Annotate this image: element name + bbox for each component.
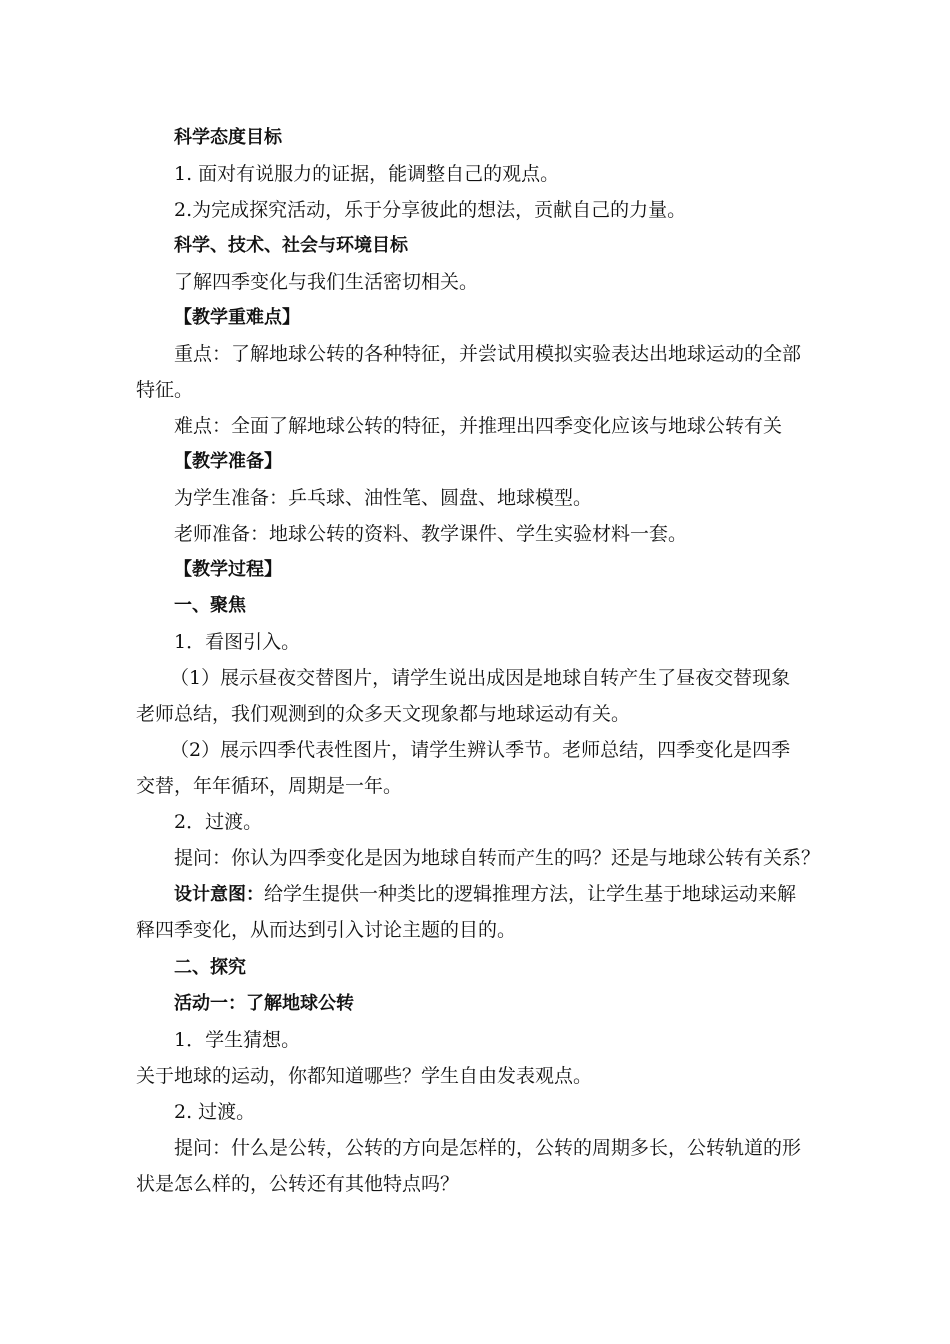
explore-step-1-body: 关于地球的运动，你都知道哪些？学生自由发表观点。 <box>136 1065 593 1087</box>
heading-key-points: 【教学重难点】 <box>174 307 300 328</box>
design-intent-body: 给学生提供一种类比的逻辑推理方法，让学生基于地球运动来解 <box>264 883 797 905</box>
explore-question: 提问：什么是公转，公转的方向是怎样的，公转的周期多长，公转轨道的形 <box>174 1137 802 1159</box>
explore-step-2: 2. 过渡。 <box>174 1101 256 1123</box>
focus-step-1: 1．看图引入。 <box>174 631 301 653</box>
heading-process: 【教学过程】 <box>174 559 282 580</box>
difficulty-text: 难点：全面了解地球公转的特征，并推理出四季变化应该与地球公转有关 <box>174 415 783 437</box>
focus-question: 提问：你认为四季变化是因为地球自转而产生的吗？还是与地球公转有关系？ <box>174 847 821 869</box>
prep-teacher: 老师准备：地球公转的资料、教学课件、学生实验材料一套。 <box>174 523 688 545</box>
focus-step-1-1: （1）展示昼夜交替图片，请学生说出成因是地球自转产生了昼夜交替现象 <box>170 667 791 689</box>
focus-step-2: 2．过渡。 <box>174 811 263 833</box>
key-point-text-cont: 特征。 <box>136 379 194 401</box>
heading-explore: 二、探究 <box>174 957 246 978</box>
attitude-item-2: 2.为完成探究活动，乐于分享彼此的想法，贡献自己的力量。 <box>174 199 687 221</box>
heading-attitude: 科学态度目标 <box>174 127 282 148</box>
heading-focus: 一、聚焦 <box>174 595 246 616</box>
attitude-item-1: 1. 面对有说服力的证据，能调整自己的观点。 <box>174 163 560 185</box>
prep-students: 为学生准备：乒乓球、油性笔、圆盘、地球模型。 <box>174 487 593 509</box>
focus-step-1-2: （2）展示四季代表性图片，请学生辨认季节。老师总结，四季变化是四季 <box>170 739 791 761</box>
heading-activity-1: 活动一：了解地球公转 <box>174 993 354 1014</box>
design-intent-cont: 释四季变化，从而达到引入讨论主题的目的。 <box>136 919 517 941</box>
key-point-text: 重点：了解地球公转的各种特征，并尝试用模拟实验表达出地球运动的全部 <box>174 343 802 365</box>
heading-stse: 科学、技术、社会与环境目标 <box>174 235 408 256</box>
focus-step-1-2-cont: 交替，年年循环，周期是一年。 <box>136 775 403 797</box>
design-intent <box>174 876 826 912</box>
focus-step-1-1-cont: 老师总结，我们观测到的众多天文现象都与地球运动有关。 <box>136 703 631 725</box>
explore-question-cont: 状是怎么样的，公转还有其他特点吗？ <box>136 1173 460 1195</box>
explore-step-1: 1．学生猜想。 <box>174 1029 301 1051</box>
design-intent-label: 设计意图： <box>174 884 264 905</box>
stse-item-1: 了解四季变化与我们生活密切相关。 <box>174 271 479 293</box>
heading-prep: 【教学准备】 <box>174 451 282 472</box>
